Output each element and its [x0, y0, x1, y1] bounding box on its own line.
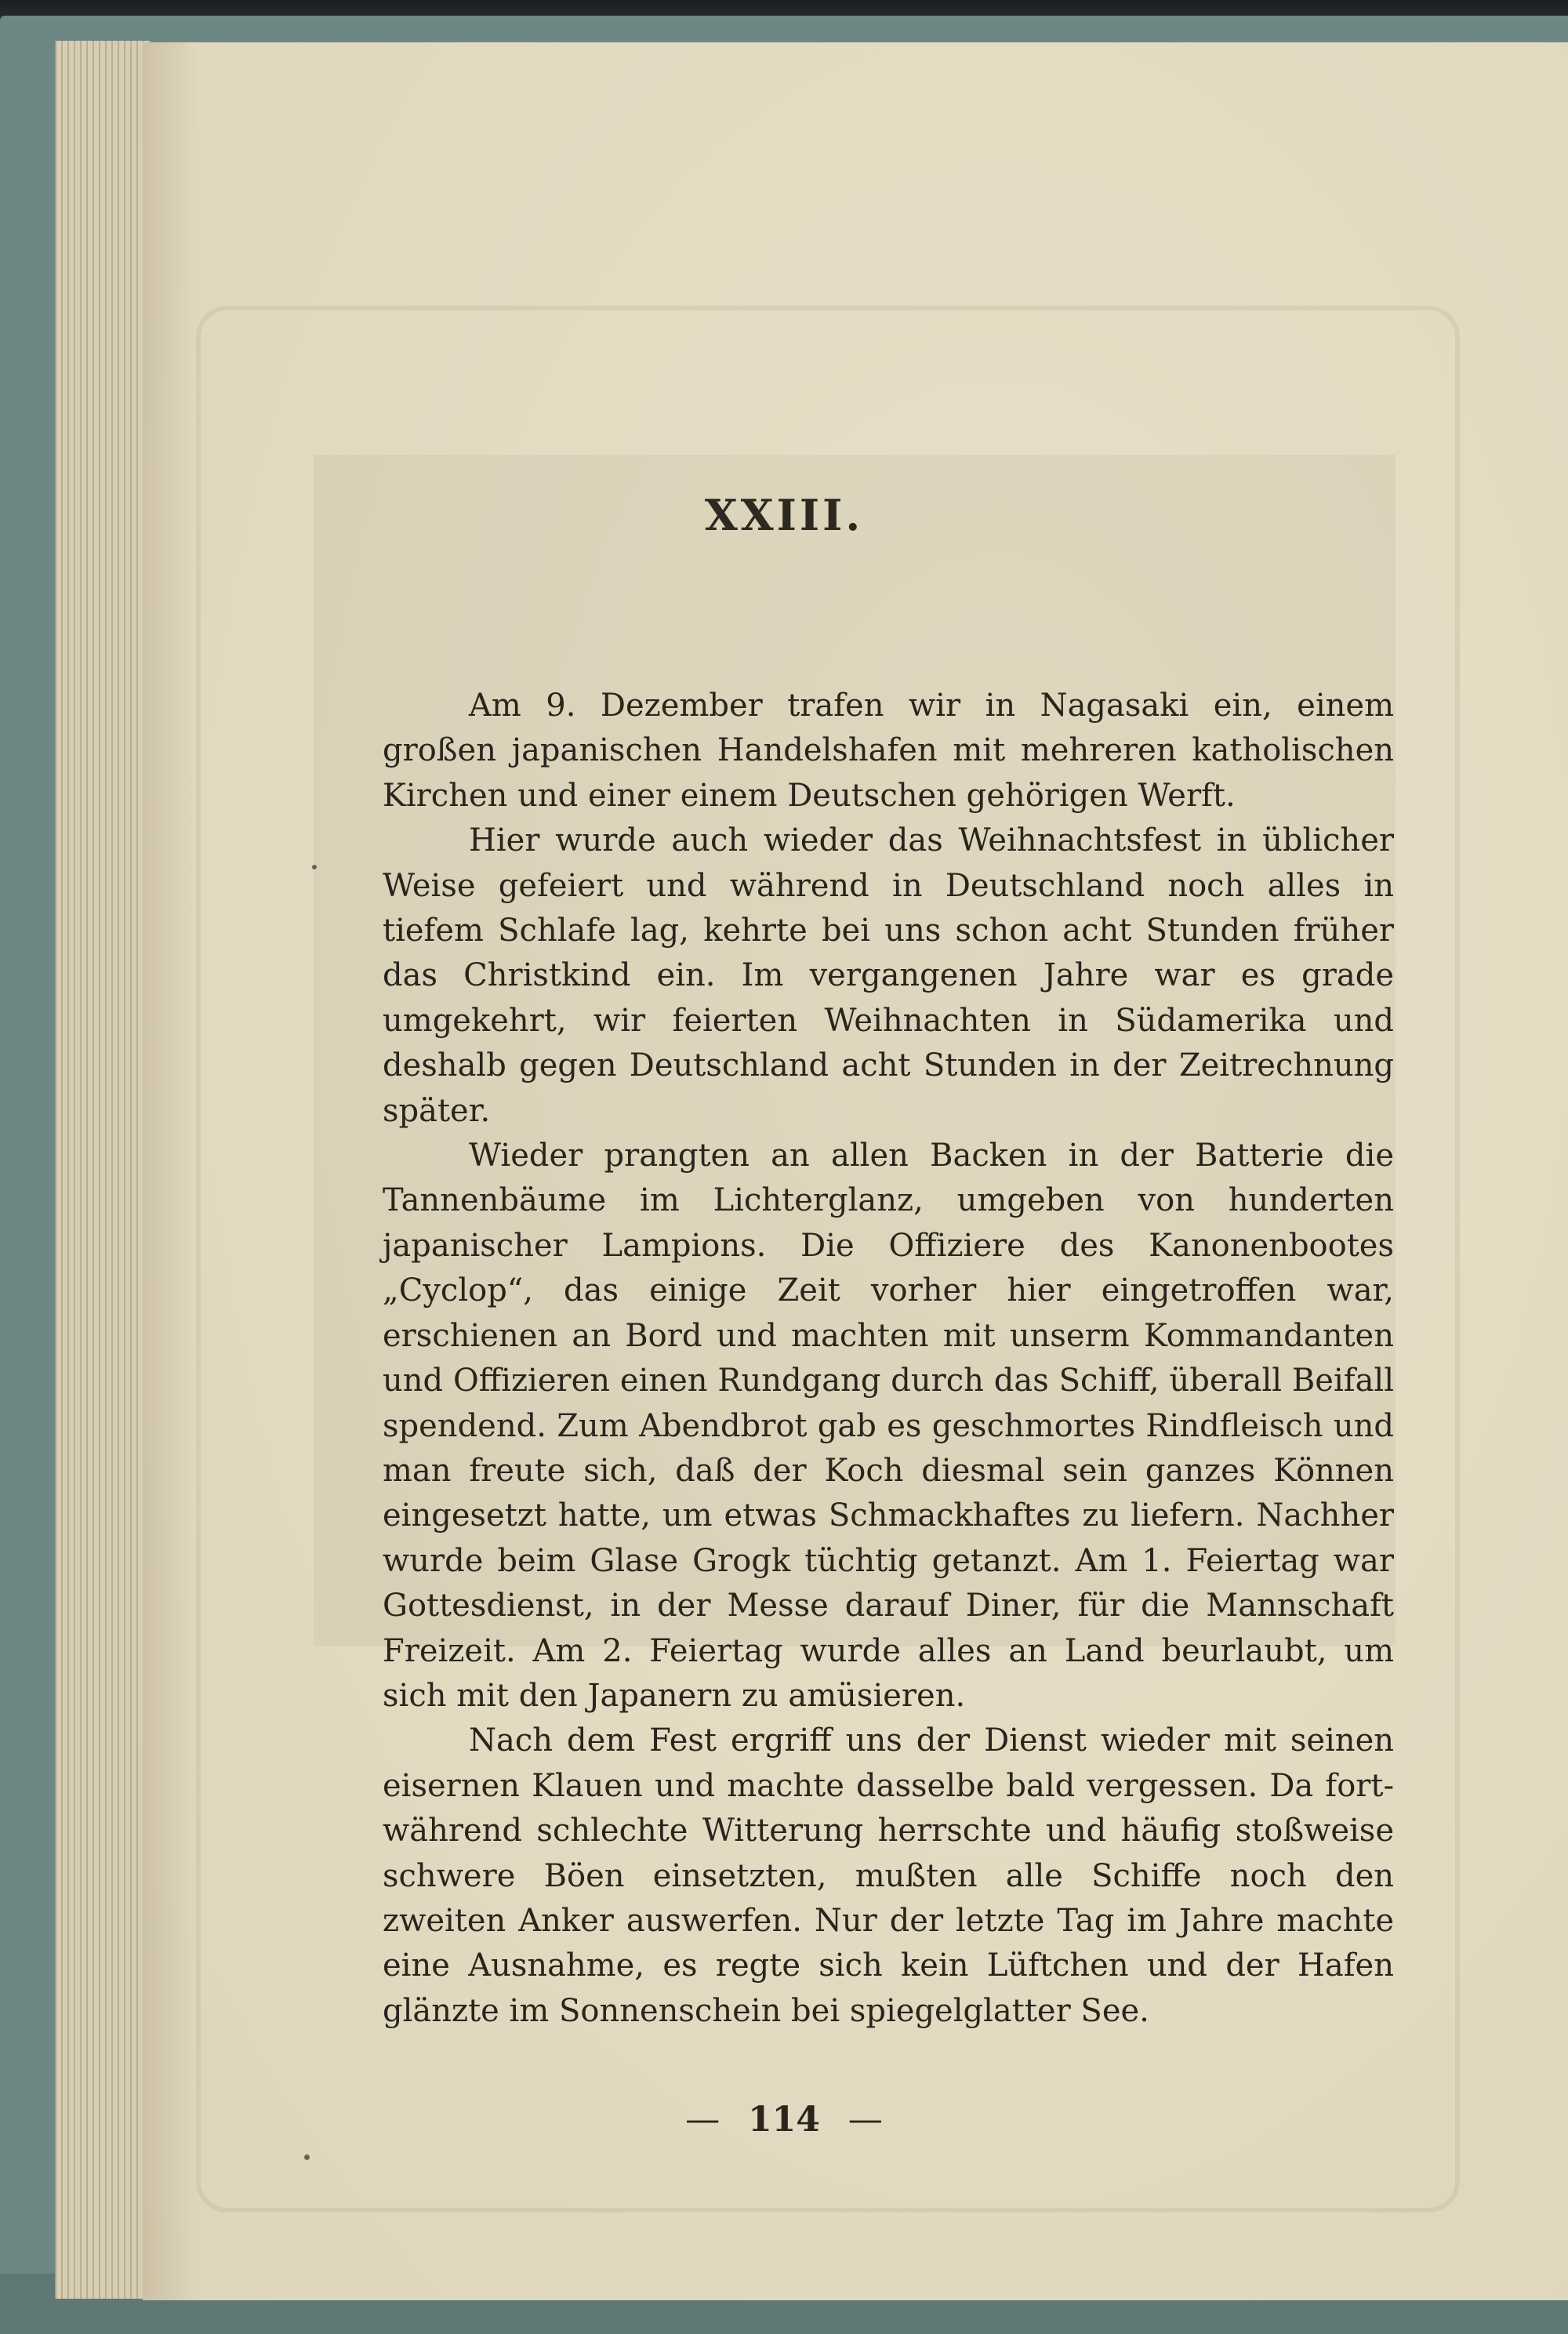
- paragraph-3: Wieder prangten an allen Backen in der Batterie die Tannenbäume im Lichterglanz, umgeben von hunderten japanischer Lampions. Die Offiziere des Kanonenbootes „Cyclop“, das einige Zeit vorher hier eingetroffen war, erschienen an Bord und machten mit unserm Kommandanten und Offizieren einen Rundgang durch das Schiff, überall Beifall spendend. Zum Abendbrot gab es geschmortes Rindfleisch und man freute sich, daß der Koch diesmal sein ganzes Können eingesetzt hatte, um etwas Schmackhaftes zu liefern. Nachher wurde beim Glase Grogk tüchtig getanzt. Am 1. Feiertag war Gottesdienst, in der Messe darauf Diner, für die Mannschaft Freizeit. Am 2. Feiertag wurde alles an Land beurlaubt, um sich mit den Japanern zu amüsieren.: [383, 1138, 1394, 1714]
- chapter-heading: XXIII.: [704, 490, 864, 540]
- paragraph-2: Hier wurde auch wieder das Weihnachtsfest in üblicher Weise gefeiert und während in Deutschland noch alles in tiefem Schlafe lag, kehrte bei uns schon acht Stunden früher das Christkind ein. Im vergangenen Jahre war es grade umgekehrt, wir feierten Weihnachten in Südamerika und deshalb gegen Deutschland acht Stunden in der Zeitrechnung später.: [383, 822, 1394, 1129]
- paragraph-4: Nach dem Fest ergriff uns der Dienst wieder mit seinen eisernen Klauen und machte dasselbe bald vergessen. Da fortwährend schlechte Witterung herrschte und häufig stoßweise schwere Böen einsetzten, mußten alle Schiffe noch den zweiten Anker auswerfen. Nur der letzte Tag im Jahre machte eine Ausnahme, es regte sich kein Lüftchen und der Hafen glänzte im Sonnenschein bei spiegelglatter See.: [383, 1722, 1394, 2029]
- chapter-text: [383, 684, 1394, 2034]
- page-number-dash-left: —: [685, 2100, 720, 2140]
- page-number-dash-right: —: [848, 2100, 883, 2140]
- paper-speck: [312, 865, 317, 869]
- page-number-value: 114: [748, 2100, 820, 2140]
- page-number: [0, 2100, 1568, 2140]
- paragraph-1: Am 9. Dezember trafen wir in Nagasaki ein, einem großen japanischen Handelshafen mit mehreren katholischen Kirchen und einer einem Deutschen gehörigen Werft.: [383, 688, 1394, 814]
- paper-speck: [304, 2154, 310, 2160]
- page-edges: [55, 41, 151, 2299]
